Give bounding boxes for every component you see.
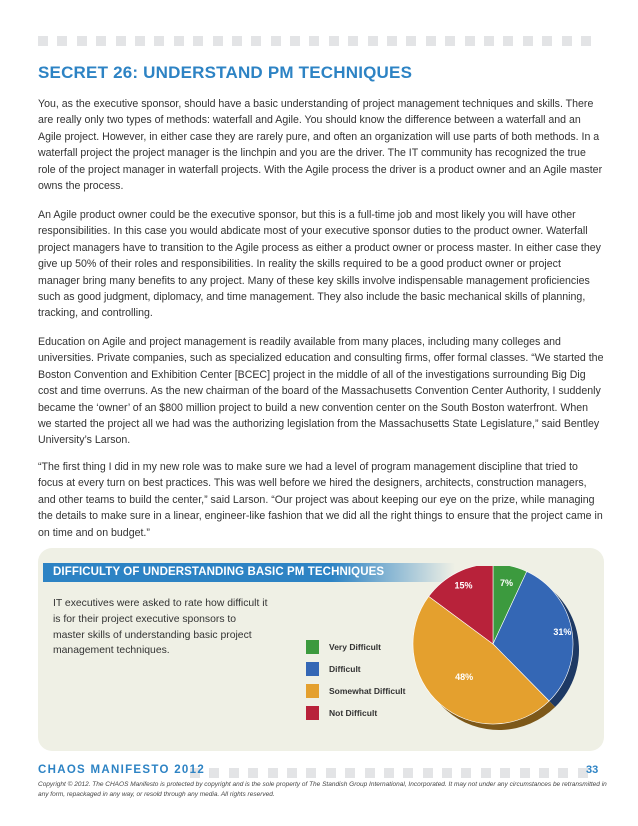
decorative-square: [268, 768, 278, 778]
legend-item: [306, 640, 381, 654]
legend-item: [306, 662, 361, 676]
decorative-square: [77, 36, 87, 46]
decorative-square: [57, 36, 67, 46]
paragraph-2: An Agile product owner could be the executive sponsor, but this is a full-time job and most likely you will have other responsibilities. In this case you would abdicate most of your executive sponsor duties to the product owner. Waterfall project managers have to transition to the Agile process as either a product owner or process master. In either case they give up 50% of their roles and responsibilities. In reality the skills required to be a good product owner or project manager bring many benefits to any project. Many of these key skills involve indispensable management proficiencies such as good judgment, diplomacy, and time management. They also include the basic mechanical skills of planning, tracking, and controlling.: [38, 209, 601, 320]
decorative-square: [213, 36, 223, 46]
decorative-dot-row-bottom: [190, 768, 588, 778]
decorative-square: [251, 36, 261, 46]
decorative-square: [271, 36, 281, 46]
decorative-square: [248, 768, 258, 778]
decorative-square: [426, 36, 436, 46]
decorative-square: [116, 36, 126, 46]
legend-item: [306, 684, 406, 698]
decorative-square: [229, 768, 239, 778]
decorative-square: [539, 768, 549, 778]
decorative-square: [290, 36, 300, 46]
legend-label: Difficult: [329, 664, 361, 674]
legend-label: Very Difficult: [329, 642, 381, 652]
pie-slice-label: 48%: [455, 672, 474, 683]
decorative-square: [461, 768, 471, 778]
decorative-square: [329, 36, 339, 46]
decorative-square: [232, 36, 242, 46]
decorative-square: [345, 768, 355, 778]
decorative-square: [174, 36, 184, 46]
decorative-square: [403, 768, 413, 778]
pie-slice-label: 7%: [499, 578, 514, 589]
decorative-square: [503, 36, 513, 46]
decorative-square: [326, 768, 336, 778]
chart-panel-description: IT executives were asked to rate how difficult it is for their project executive sponsors to master skills of understanding basic project management techniques.: [53, 598, 268, 657]
paragraph-4: “The first thing I did in my new role was to make sure we had a level of program management discipline that tried to focus at every turn on best practices. This was well before we hired the designers, architects, construction managers, and other teams to build the center,” said Larson. “Our project was about keeping our eye on the prize, while managing the details to make sure in a linear, engineer-like fashion that we did all the right things to ensure that the project came in on time and on budget.”: [38, 461, 603, 539]
decorative-square: [38, 36, 48, 46]
decorative-square: [368, 36, 378, 46]
pie-chart: [400, 566, 600, 736]
legend-swatch: [306, 684, 319, 698]
legend-label: Not Difficult: [329, 708, 378, 718]
decorative-square: [365, 768, 375, 778]
paragraph-3: Education on Agile and project management is readily available from many places, including many colleges and universities. Private companies, such as specialized education and consulting firms, offer formal classes. “We started the Boston Convention and Exhibition Center [BCEC] project in the middle of all of the investigations surrounding Big Dig cost and time overruns. As the new chairman of the board of the Massachusetts Convention Center Authority, I suddenly became the ‘owner’ of an $800 million project to build a new convention center on the South Boston waterfront. When we started the project all we had was the authorizing legislation from the Massachusetts State Legislature,” said Bentley University’s Larson.: [38, 336, 604, 447]
decorative-square: [406, 36, 416, 46]
footer-publication-title: CHAOS MANIFESTO 2012: [38, 764, 206, 776]
decorative-square: [154, 36, 164, 46]
decorative-square: [193, 36, 203, 46]
decorative-square: [209, 768, 219, 778]
decorative-square: [484, 36, 494, 46]
decorative-square: [558, 768, 568, 778]
decorative-square: [135, 36, 145, 46]
page-title: SECRET 26: UNDERSTAND PM TECHNIQUES: [38, 63, 413, 82]
decorative-square: [309, 36, 319, 46]
decorative-square: [562, 36, 572, 46]
pie-slice-label: 31%: [553, 627, 572, 637]
decorative-square: [500, 768, 510, 778]
decorative-square: [306, 768, 316, 778]
decorative-square: [384, 768, 394, 778]
decorative-square: [465, 36, 475, 46]
decorative-dot-row-top: [38, 36, 591, 46]
page-number: 33: [586, 764, 599, 776]
legend-label: Somewhat Difficult: [329, 686, 406, 696]
decorative-square: [348, 36, 358, 46]
copyright-notice: Copyright © 2012. The CHAOS Manifesto is protected by copyright and is the sole property of The Standish Group International, Incorporated. It may not under any circumstances be retransmitted in any form, repackaged in any way, or resold through any media. All rights reserved.: [38, 781, 607, 798]
paragraph-1: You, as the executive sponsor, should have a basic understanding of project management techniques and skills. There are really only two types of methods: waterfall and Agile. You should know the difference between a waterfall and an Agile project. However, in either case they are rarely pure, and often an organization will use parts of both methods. In a waterfall project the project manager is the linchpin and you are the driver. The IT community has recognized the true role of the project manager in waterfall projects. With the Agile process the driver is a product owner and an Agile master owns the process.: [38, 98, 603, 193]
decorative-square: [442, 768, 452, 778]
pie-slice-label: 15%: [454, 580, 473, 591]
decorative-square: [481, 768, 491, 778]
legend-swatch: [306, 640, 319, 654]
legend-item: [306, 706, 377, 720]
decorative-square: [287, 768, 297, 778]
decorative-square: [581, 36, 591, 46]
decorative-square: [423, 768, 433, 778]
decorative-square: [387, 36, 397, 46]
decorative-square: [523, 36, 533, 46]
legend-swatch: [306, 662, 319, 676]
decorative-square: [445, 36, 455, 46]
decorative-square: [520, 768, 530, 778]
decorative-square: [96, 36, 106, 46]
legend-swatch: [306, 706, 319, 720]
decorative-square: [542, 36, 552, 46]
chart-panel-title: DIFFICULTY OF UNDERSTANDING BASIC PM TECHNIQUES: [53, 566, 385, 578]
